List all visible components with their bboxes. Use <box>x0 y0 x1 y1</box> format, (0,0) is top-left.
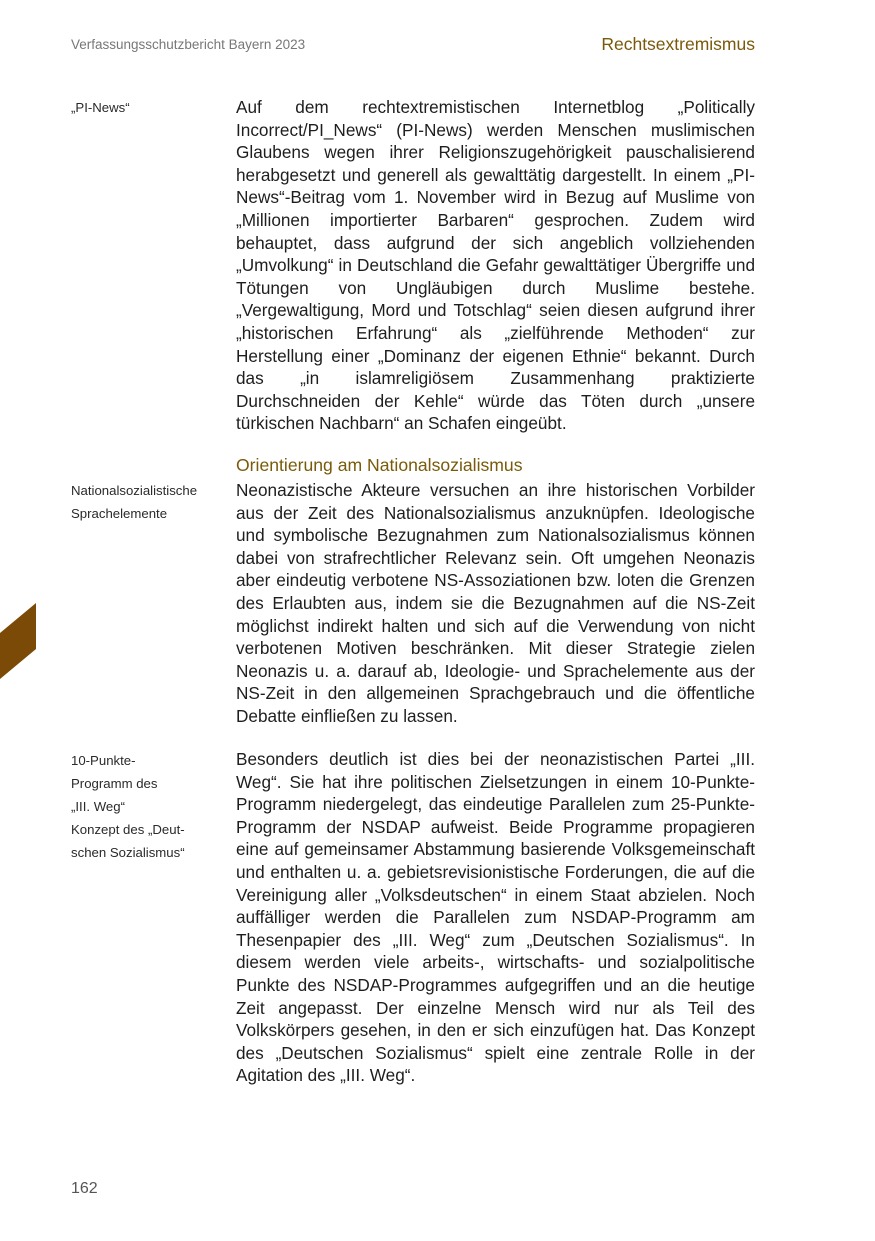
margin-note-line: schen Sozialismus“ <box>71 845 185 860</box>
paragraph-dritter-weg: Besonders deutlich ist dies bei der neonazistischen Partei „III. Weg“. Sie hat ihre politischen Zielsetzungen in einem 10-Punkte-Programm niedergelegt, das eindeutige Parallelen zum 25-Punkte-Programm der NSDAP aufweist. Beide Programme propagieren eine auf gemeinsamer Abstammung basierende Volksgemeinschaft und enthalten u. a. gebietsrevisionistische Forderungen, die auf die Vereinigung aller „Volksdeutschen“ in einem Staat abzielen. Noch auffälliger werden die Parallelen zum NSDAP-Programm am Thesenpapier des „III. Weg“ zum „Deutschen Sozialismus“. In diesem werden viele arbeits-, wirtschafts- und sozialpolitische Punkte des NSDAP-Programmes aufgegriffen und an die heutige Zeit angepasst. Der einzelne Mensch wird nur als Teil des Volkskörpers gesehen, in den er sich einzufügen hat. Das Konzept des „Deutschen Sozialismus“ spielt eine zentrale Rolle in der Agitation des „III. Weg“. <box>236 749 755 1086</box>
margin-note-line: Konzept des „Deut- <box>71 822 185 837</box>
margin-note-ns-sprache <box>71 479 221 525</box>
page-number: 162 <box>71 1180 98 1197</box>
margin-note-10-punkte <box>71 749 221 864</box>
margin-note-line: Sprachelemente <box>71 506 168 521</box>
margin-note-line: 10-Punkte- <box>71 753 136 768</box>
edge-marker-shape <box>0 603 36 679</box>
margin-note-line: Nationalsozialistische <box>71 483 198 498</box>
margin-note-pi-news <box>71 96 221 119</box>
margin-note-line: Programm des <box>71 776 158 791</box>
margin-note-text: „PI-News“ <box>71 100 130 115</box>
paragraph-orientation: Neonazistische Akteure versuchen an ihre historischen Vorbilder aus der Zeit des Nationalsozialismus anzuknüpfen. Ideologische und symbolische Bezugnahmen zum Nationalsozialismus können dabei von strafrechtlicher Relevanz sein. Oft umgehen Neonazis aber eindeutig verbotene NS-Assoziationen bzw. loten die Grenzen des Erlaubten aus, indem sie die Bezugnahmen auf die NS-Zeit möglichst indirekt halten und sich auf die Verwendung von nicht verbotenen Motiven beschränken. Mit dieser Strategie zielen Neonazis u. a. darauf ab, Ideologie- und Sprachelemente aus der NS-Zeit in den allgemeinen Sprachgebrauch und die öffentliche Debatte einfließen zu lassen. <box>236 480 755 726</box>
margin-note-line: „III. Weg“ <box>71 799 125 814</box>
running-header-title: Verfassungsschutzbericht Bayern 2023 <box>71 37 306 52</box>
chapter-edge-marker <box>0 603 36 679</box>
chapter-title: Rechtsextremismus <box>601 34 755 54</box>
section-heading: Orientierung am Nationalsozialismus <box>236 455 523 475</box>
paragraph-pi-news: Auf dem rechtextremistischen Internetblog „Politically Incorrect/PI_News“ (PI-News) werden Menschen muslimischen Glaubens wegen ihrer Religionszugehörigkeit pauschalisierend herabgesetzt und generell als gewalttätig dargestellt. In einem „PI-News“-Beitrag vom 1. November wird in Bezug auf Muslime von „Millionen importierter Barbaren“ gesprochen. Zudem wird behauptet, dass aufgrund der sich angeblich vollziehenden „Umvolkung“ in Deutschland die Gefahr gewalttätiger Übergriffe und Tötungen von Ungläubigen durch Muslime bestehe. „Vergewaltigung, Mord und Totschlag“ seien diesen aufgrund ihrer „historischen Erfahrung“ als „zielführende Methoden“ zur Herstellung einer „Dominanz der eigenen Ethnie“ bekannt. Durch das „in islamreligiösem Zusammenhang praktizierte Durchschneiden der Kehle“ würde das Töten durch „unsere türkischen Nachbarn“ an Schafen eingeübt. <box>236 97 755 434</box>
